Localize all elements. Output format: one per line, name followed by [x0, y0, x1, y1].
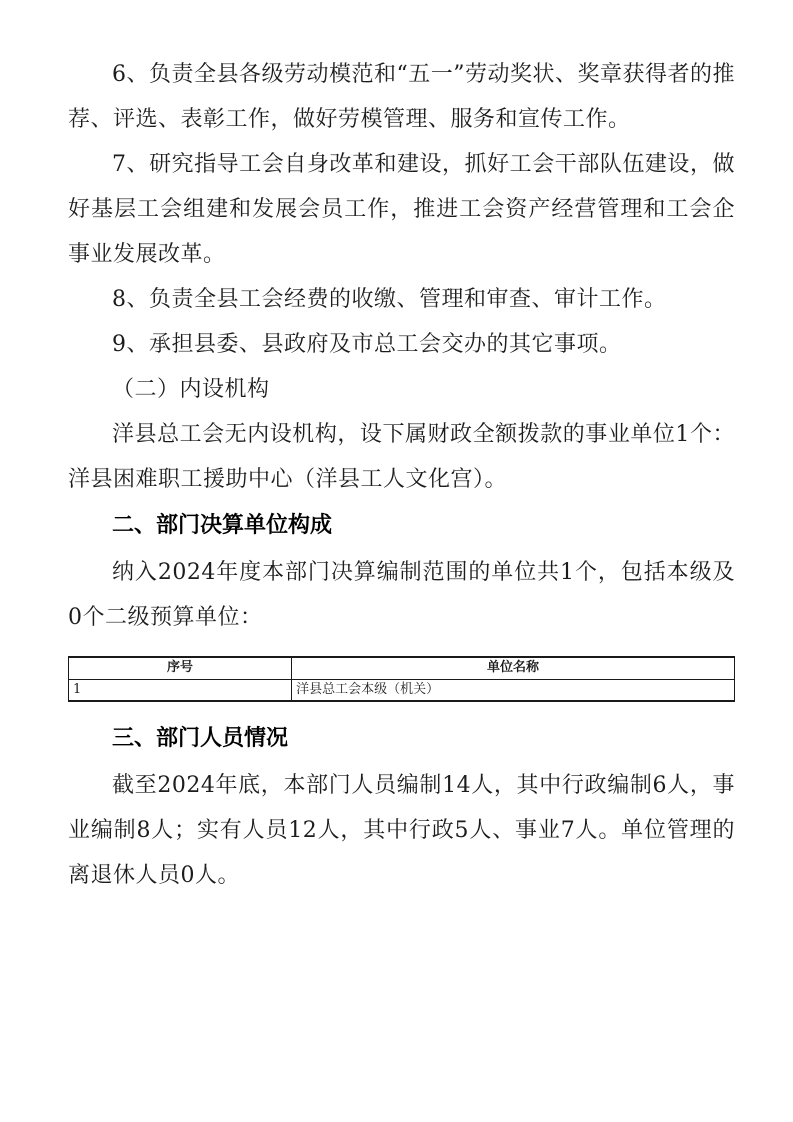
paragraph-duty-9: 9、承担县委、县政府及市总工会交办的其它事项。 [112, 332, 622, 357]
unit-table-cell-index: 1 [69, 679, 292, 701]
paragraph-section3-body: 截至2024年底，本部门人员编制14人，其中行政编制6人，事业编制8人；实有人员12人，其中行政5人、事业7人。单位管理的离退休人员0人。 [68, 772, 735, 888]
section-heading-3: 三、部门人员情况 [112, 725, 289, 751]
unit-table-cell-name: 洋县总工会本级（机关） [292, 679, 735, 701]
document-content [68, 52, 735, 898]
section-heading-2: 二、部门决算单位构成 [112, 513, 333, 538]
paragraph-internal-org-desc: 洋县总工会无内设机构，设下属财政全额拨款的事业单位1个：洋县困难职工援助中心（洋县工人文化宫）。 [68, 422, 735, 492]
paragraph-section2-intro: 纳入2024年度本部门决算编制范围的单位共1个，包括本级及0个二级预算单位： [68, 560, 735, 630]
sub-heading-internal-org: （二）内设机构 [112, 377, 270, 402]
unit-table-header-index: 序号 [69, 657, 292, 679]
table-row [69, 679, 735, 701]
unit-table-header-name: 单位名称 [292, 657, 735, 679]
unit-table [68, 656, 735, 702]
unit-table-header-row [69, 657, 735, 679]
paragraph-duty-8: 8、负责全县工会经费的收缴、管理和审查、审计工作。 [112, 287, 667, 312]
paragraph-duty-7: 7、研究指导工会自身改革和建设，抓好工会干部队伍建设，做好基层工会组建和发展会员工作，推进工会资产经营管理和工会企事业发展改革。 [68, 152, 735, 267]
paragraph-duty-6: 6、负责全县各级劳动模范和“五一”劳动奖状、奖章获得者的推荐、评选、表彰工作，做好劳模管理、服务和宣传工作。 [68, 62, 735, 132]
